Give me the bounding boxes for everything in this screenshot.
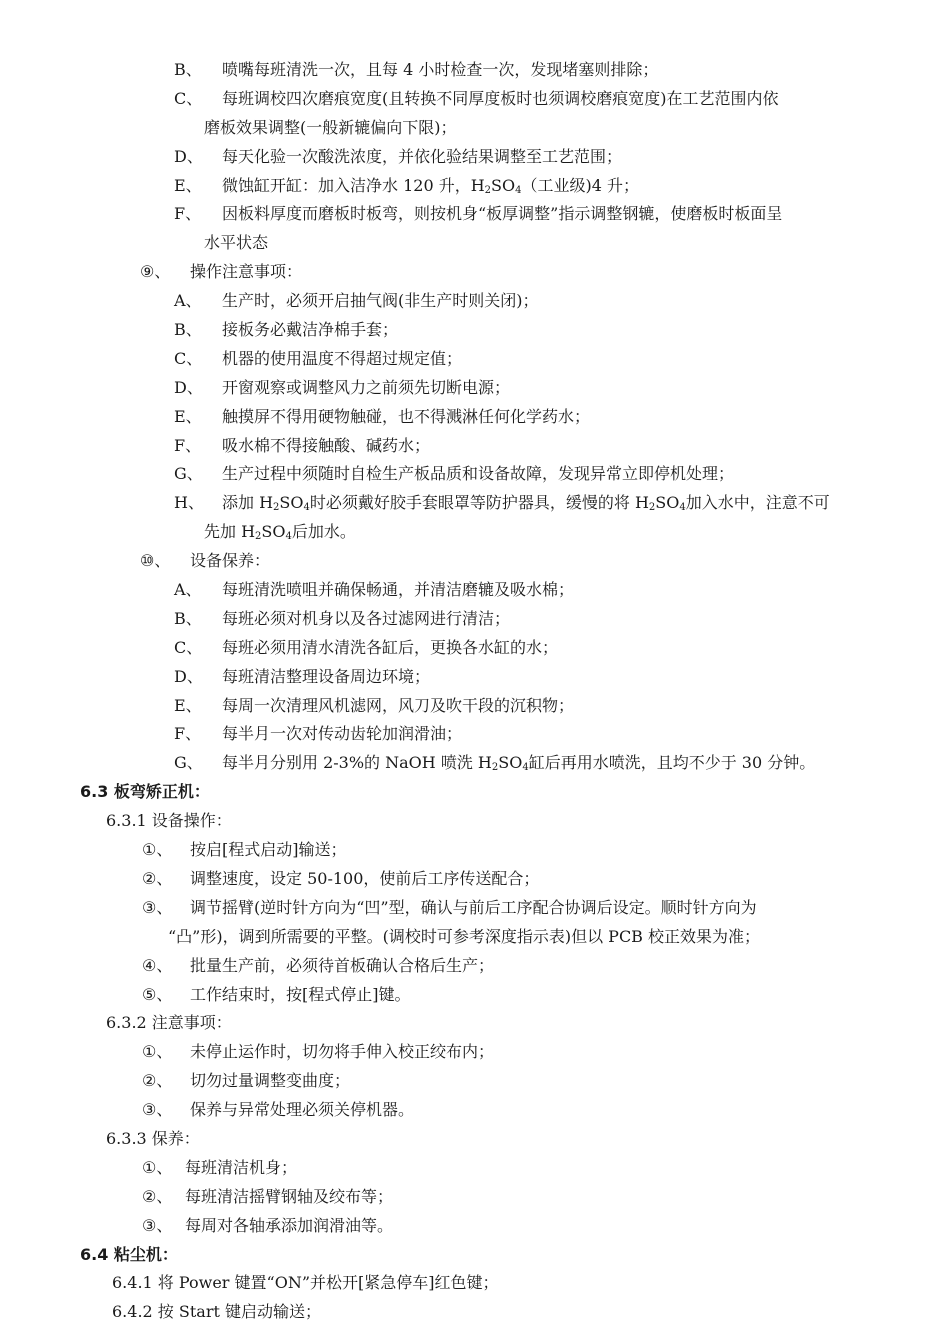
item-text: 因板料厚度而磨板时板弯，则按机身“板厚调整”指示调整钢辘，使磨板时板面呈 [222,204,783,224]
item-text: 按启[程式启动]输送； [190,840,347,860]
item-marker: F、 [174,724,202,744]
step-line [0,316,950,345]
item-marker: ①、 [142,1157,173,1177]
section-title: 6.4 粘尘机： [80,1244,178,1264]
step-line [0,576,950,605]
item-text: 生产时，必须开启抽气阀(非生产时则关闭)； [222,291,539,311]
clause-text: 6.4.2 按 Start 键启动输送； [112,1302,321,1322]
item-marker: F、 [174,204,202,224]
section-title: 6.3 板弯矫正机： [80,782,210,802]
item-marker: ⑨、 [140,262,171,282]
item-marker: B、 [174,320,202,340]
clause-line [0,1298,950,1327]
item-text: 每班清洗喷咀并确保畅通，并清洁磨辘及吸水棉； [222,580,575,600]
item-marker: A、 [174,291,202,311]
item-marker: G、 [174,464,203,484]
step-line [0,865,950,894]
item-text: 机器的使用温度不得超过规定值； [222,348,463,368]
item-text: 开窗观察或调整风力之前须先切断电源； [222,377,511,397]
step-line [0,489,950,518]
clause-heading [0,1009,950,1038]
item-text: 接板务必戴洁净棉手套； [222,320,399,340]
item-text: 添加 $H_2SO_4$时必须戴好胶手套眼罩等防护器具，缓慢的将 $H_2SO_4$加入水中，注意不可 [222,493,830,514]
step-line [0,605,950,634]
item-text: 喷嘴每班清洗一次，且每 4 小时检查一次，发现堵塞则排除； [222,60,659,79]
item-text: 工作结束时，按[程式停止]键。 [190,984,411,1004]
step-line [0,85,950,114]
item-text: 设备保养： [190,551,271,571]
step-line [0,981,950,1010]
item-text: 切勿过量调整变曲度； [190,1071,351,1091]
item-marker: C、 [174,348,203,368]
item-marker: ①、 [142,1042,173,1062]
item-text: 批量生产前，必须待首板确认合格后生产； [190,955,495,975]
step-line [0,1038,950,1067]
subsection-heading [0,258,950,287]
section-heading [0,1241,950,1270]
step-line [0,200,950,229]
item-marker: E、 [174,175,202,195]
item-marker: B、 [174,608,202,628]
item-marker: ②、 [142,868,173,888]
item-marker: ②、 [142,1186,173,1206]
item-text: 水平状态 [204,233,269,253]
item-text: 先加 $H_2SO_4$后加水。 [204,522,356,543]
step-line [0,143,950,172]
section-heading [0,778,950,807]
continuation-line [0,518,950,547]
item-text: 每班清洁机身； [185,1157,298,1177]
step-line [0,287,950,316]
item-text: 调整速度，设定 50-100，使前后工序传送配合； [190,868,540,888]
step-line [0,1096,950,1125]
item-text: 每半月分别用 2-3%的 NaOH 喷洗 $H_2SO_4$缸后再用水喷洗，且均不少于 30 分钟。 [222,753,816,774]
clause-heading [0,1125,950,1154]
item-marker: ④、 [142,955,173,975]
item-marker: A、 [174,580,202,600]
item-text: 保养与异常处理必须关停机器。 [190,1100,415,1120]
item-text: 触摸屏不得用硬物触碰，也不得溅淋任何化学药水； [222,406,591,426]
item-marker: G、 [174,753,203,773]
item-text: 每班调校四次磨痕宽度(且转换不同厚度板时也须调校磨痕宽度)在工艺范围内依 [222,88,779,108]
item-text: 调节摇臂(逆时针方向为“凹”型，确认与前后工序配合协调后设定。顺时针方向为 [190,897,757,917]
continuation-line [0,923,950,952]
item-text: 生产过程中须随时自检生产板品质和设备故障，发现异常立即停机处理； [222,464,735,484]
item-marker: H、 [174,493,204,513]
item-text: 每半月一次对传动齿轮加润滑油； [222,724,463,744]
clause-title: 6.3.2 注意事项： [106,1013,232,1033]
item-marker: D、 [174,146,203,166]
item-marker: D、 [174,377,203,397]
step-line [0,403,950,432]
step-line [0,1067,950,1096]
clause-title: 6.3.1 设备操作： [106,811,232,831]
item-marker: F、 [174,435,202,455]
clause-text: 6.4.1 将 Power 键置“ON”并松开[紧急停车]红色键； [112,1273,499,1293]
document-page [0,56,950,1327]
item-marker: ②、 [142,1071,173,1091]
step-line [0,663,950,692]
step-line [0,634,950,663]
item-marker: C、 [174,88,203,108]
step-line [0,894,950,923]
item-text: 每班清洁摇臂钢轴及绞布等； [185,1186,394,1206]
item-marker: ③、 [142,897,173,917]
step-line [0,952,950,981]
item-text: 操作注意事项： [190,262,303,282]
item-marker: E、 [174,406,202,426]
clause-heading [0,807,950,836]
step-line [0,432,950,461]
item-text: “凸”形)，调到所需要的平整。(调校时可参考深度指示表)但以 PCB 校正效果为准； [168,926,761,946]
step-line [0,56,950,85]
item-marker: ③、 [142,1215,173,1235]
item-text: 每周对各轴承添加润滑油等。 [185,1215,394,1235]
item-text: 微蚀缸开缸：加入洁净水 120 升，$H_2SO_4$（工业级)4 升； [222,175,640,196]
item-marker: ①、 [142,840,173,860]
step-line [0,692,950,721]
step-line [0,720,950,749]
item-marker: B、 [174,60,202,79]
item-marker: ⑤、 [142,984,173,1004]
item-text: 每班清洁整理设备周边环境； [222,666,431,686]
subsection-heading [0,547,950,576]
item-text: 吸水棉不得接触酸、碱药水； [222,435,431,455]
clause-line [0,1269,950,1298]
step-line [0,1212,950,1241]
step-line [0,1154,950,1183]
step-line [0,836,950,865]
item-marker: ⑩、 [140,551,171,571]
item-text: 每班必须用清水清洗各缸后，更换各水缸的水； [222,637,559,657]
item-marker: C、 [174,637,203,657]
step-line [0,374,950,403]
item-text: 磨板效果调整(一般新辘偏向下限)； [204,117,457,137]
continuation-line [0,229,950,258]
step-line [0,749,950,778]
item-marker: E、 [174,695,202,715]
item-text: 每周一次清理风机滤网，风刀及吹干段的沉积物； [222,695,575,715]
continuation-line [0,114,950,143]
step-line [0,172,950,201]
step-line [0,345,950,374]
item-text: 每班必须对机身以及各过滤网进行清洁； [222,608,511,628]
step-line [0,1183,950,1212]
item-marker: D、 [174,666,203,686]
clause-title: 6.3.3 保养： [106,1128,200,1148]
step-line [0,460,950,489]
item-marker: ③、 [142,1100,173,1120]
item-text: 未停止运作时，切勿将手伸入校正绞布内； [190,1042,495,1062]
item-text: 每天化验一次酸洗浓度，并依化验结果调整至工艺范围； [222,146,623,166]
